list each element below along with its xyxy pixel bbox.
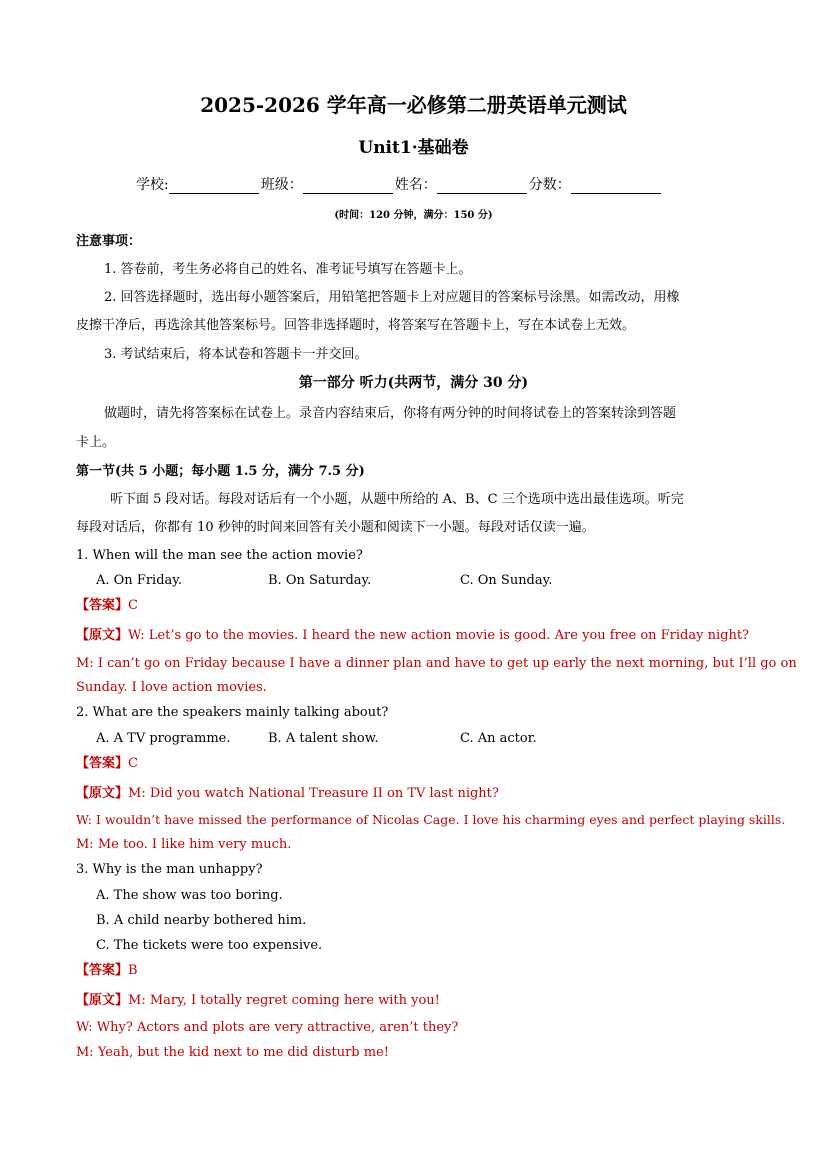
answer-value: C [128, 756, 138, 771]
info-fields-row [136, 176, 663, 194]
question-3-option-c: C. The tickets were too expensive. [96, 938, 323, 953]
question-2-answer [76, 756, 138, 772]
notes-item-1: 1. 答卷前，考生务必将自己的姓名、准考证号填写在答题卡上。 [104, 262, 472, 277]
question-3-answer [76, 963, 138, 979]
school-blank[interactable] [169, 179, 259, 194]
transcript-label: 【原文】 [76, 628, 129, 643]
answer-label: 【答案】 [76, 598, 129, 613]
exam-subtitle: Unit1·基础卷 [358, 138, 469, 158]
question-3-option-b: B. A child nearby bothered him. [96, 913, 307, 928]
question-3-transcript-line-3: M: Yeah, but the kid next to me did disturb me! [76, 1045, 390, 1060]
transcript-label: 【原文】 [76, 786, 129, 801]
answer-value: C [128, 598, 138, 613]
class-blank[interactable] [303, 179, 393, 194]
question-3-transcript-line-2: W: Why? Actors and plots are very attractive, aren’t they? [76, 1020, 459, 1035]
name-blank[interactable] [437, 179, 527, 194]
question-2-transcript-line-3: M: Me too. I like him very much. [76, 837, 292, 852]
question-1-option-b: B. On Saturday. [268, 573, 372, 588]
answer-label: 【答案】 [76, 756, 129, 771]
question-2-option-a: A. A TV programme. [96, 731, 231, 746]
transcript-label: 【原文】 [76, 993, 129, 1008]
part1-intro-line-2: 卡上。 [76, 435, 116, 450]
question-1-answer [76, 598, 138, 614]
exam-title: 2025-2026 学年高一必修第二册英语单元测试 [200, 93, 627, 117]
class-label: 班级： [260, 177, 303, 193]
question-2-option-b: B. A talent show. [268, 731, 379, 746]
question-1-stem: 1. When will the man see the action movie? [76, 548, 363, 563]
notes-item-2-line-1: 2. 回答选择题时，选出每小题答案后，用铅笔把答题卡上对应题目的答案标号涂黑。如需改动，用橡 [104, 290, 680, 305]
part1-heading: 第一部分 听力(共两节，满分 30 分) [298, 375, 529, 391]
section1-intro-line-2: 每段对话后，你都有 10 秒钟的时间来回答有关小题和阅读下一小题。每段对话仅读一遍。 [76, 520, 595, 535]
part1-intro-line-1: 做题时，请先将答案标在试卷上。录音内容结束后，你将有两分钟的时间将试卷上的答案转涂到答题 [104, 406, 677, 421]
question-2-stem: 2. What are the speakers mainly talking about? [76, 705, 389, 720]
question-1-option-a: A. On Friday. [96, 573, 183, 588]
question-1-transcript-line-3: Sunday. I love action movies. [76, 680, 267, 695]
question-3-transcript-line-1: 【原文】M: Mary, I totally regret coming here with you! [76, 993, 440, 1008]
score-label: 分数： [528, 177, 571, 193]
notes-heading: 注意事项： [76, 234, 142, 249]
question-2-transcript-line-1: 【原文】M: Did you watch National Treasure II on TV last night? [76, 786, 499, 801]
score-blank[interactable] [571, 179, 661, 194]
time-note: (时间：120 分钟，满分：150 分) [334, 210, 493, 221]
section1-intro-line-1: 听下面 5 段对话。每段对话后有一个小题，从题中所给的 A、B、C 三个选项中选出最佳选项。听完 [110, 492, 684, 507]
question-1-transcript-line-2: M: I can’t go on Friday because I have a dinner plan and have to get up early the next morning, but I’ll go on [76, 656, 797, 671]
section1-heading: 第一节(共 5 小题；每小题 1.5 分，满分 7.5 分) [76, 464, 365, 479]
question-1-transcript-line-1: 【原文】W: Let’s go to the movies. I heard the new action movie is good. Are you free on Friday night? [76, 628, 750, 643]
question-2-transcript-line-2: W: I wouldn’t have missed the performance of Nicolas Cage. I love his charming eyes and perfect playing skills. [76, 812, 786, 827]
question-3-option-a: A. The show was too boring. [96, 888, 283, 903]
question-3-stem: 3. Why is the man unhappy? [76, 862, 263, 877]
question-1-option-c: C. On Sunday. [460, 573, 553, 588]
school-label: 学校: [136, 177, 169, 193]
name-label: 姓名： [394, 177, 437, 193]
question-2-option-c: C. An actor. [460, 731, 537, 746]
answer-value: B [128, 963, 138, 978]
notes-item-3: 3. 考试结束后，将本试卷和答题卡一并交回。 [104, 347, 368, 362]
answer-label: 【答案】 [76, 963, 129, 978]
notes-item-2-line-2: 皮擦干净后，再选涂其他答案标号。回答非选择题时，将答案写在答题卡上，写在本试卷上无效。 [76, 318, 636, 333]
